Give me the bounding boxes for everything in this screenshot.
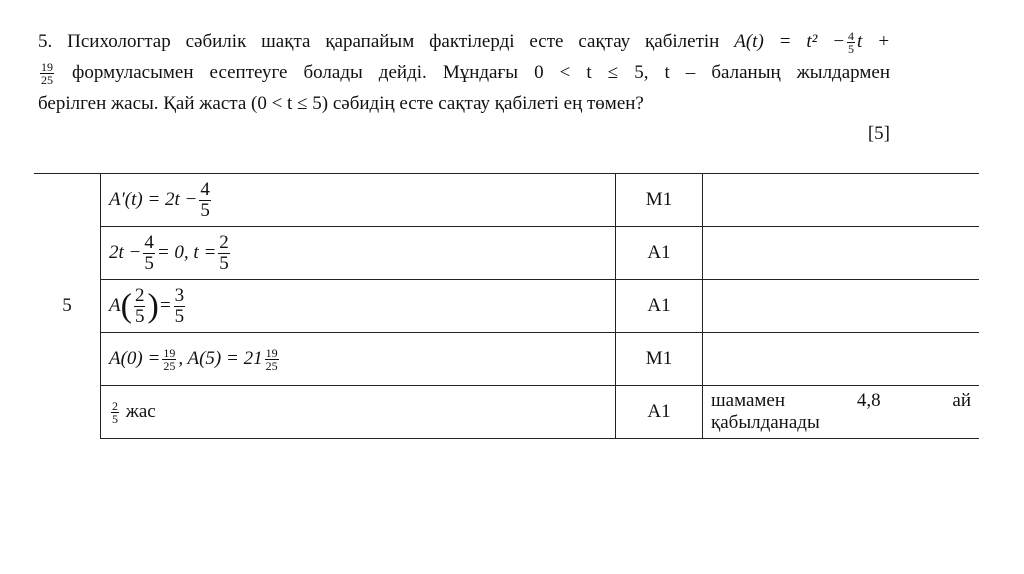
working-cell: $\frac{2}{5}$ жас (101, 386, 616, 439)
mark-cell: A1 (616, 386, 703, 439)
total-marks: [5] (867, 123, 890, 144)
table-row (34, 280, 979, 333)
problem-formula: A(t) = t² − (734, 31, 846, 52)
note-cell (703, 386, 980, 439)
note-cell (703, 333, 980, 386)
note-cell (703, 227, 980, 280)
note-cell (703, 174, 980, 227)
problem-line-2 (38, 57, 890, 88)
note-line-2: қабылданады (711, 412, 820, 433)
working-cell: A′(t) = 2t − $\frac{4}{5}$ (101, 174, 616, 227)
question-number: 5 (34, 174, 101, 439)
table-row (34, 174, 979, 227)
working-cell: 2t − $\frac{4}{5}$ = 0, t = $\frac{2}{5}$ (101, 227, 616, 280)
problem-formula-tail: t + (857, 31, 891, 52)
note-cell (703, 280, 980, 333)
problem-text-2: формуласымен есептеуге болады дейді. Мұндағы 0 < t ≤ 5, t – баланың жылдармен (72, 62, 890, 83)
table-row (34, 227, 979, 280)
markscheme-table (34, 173, 979, 439)
mark-cell: A1 (616, 280, 703, 333)
problem-fraction: $\frac{4}{5}$ (848, 29, 855, 57)
problem-line-3 (38, 88, 890, 119)
problem-number: 5. (38, 31, 53, 52)
problem-line-1 (38, 26, 890, 57)
note-line-1: шамамен 4,8 ай (711, 390, 971, 411)
mark-cell: M1 (616, 333, 703, 386)
problem-fraction-2: $\frac{19}{25}$ (41, 60, 53, 88)
table-row (34, 333, 979, 386)
working-cell: A( $\frac{2}{5}$ )= $\frac{3}{5}$ (101, 280, 616, 333)
problem-text-1: Психологтар сәбилік шақта қарапайым фактілерді есте сақтау қабілетін (67, 31, 720, 52)
mark-cell: A1 (616, 227, 703, 280)
problem-text-3: берілген жасы. Қай жаста (0 < t ≤ 5) сәбидің есте сақтау қабілеті ең төмен? (38, 93, 644, 114)
working-cell: A(0) = $\frac{19}{25}$ , A(5) = 21 $\frac{19}{25}$ (101, 333, 616, 386)
table-row (34, 386, 979, 439)
problem-statement (38, 26, 890, 119)
mark-cell: M1 (616, 174, 703, 227)
